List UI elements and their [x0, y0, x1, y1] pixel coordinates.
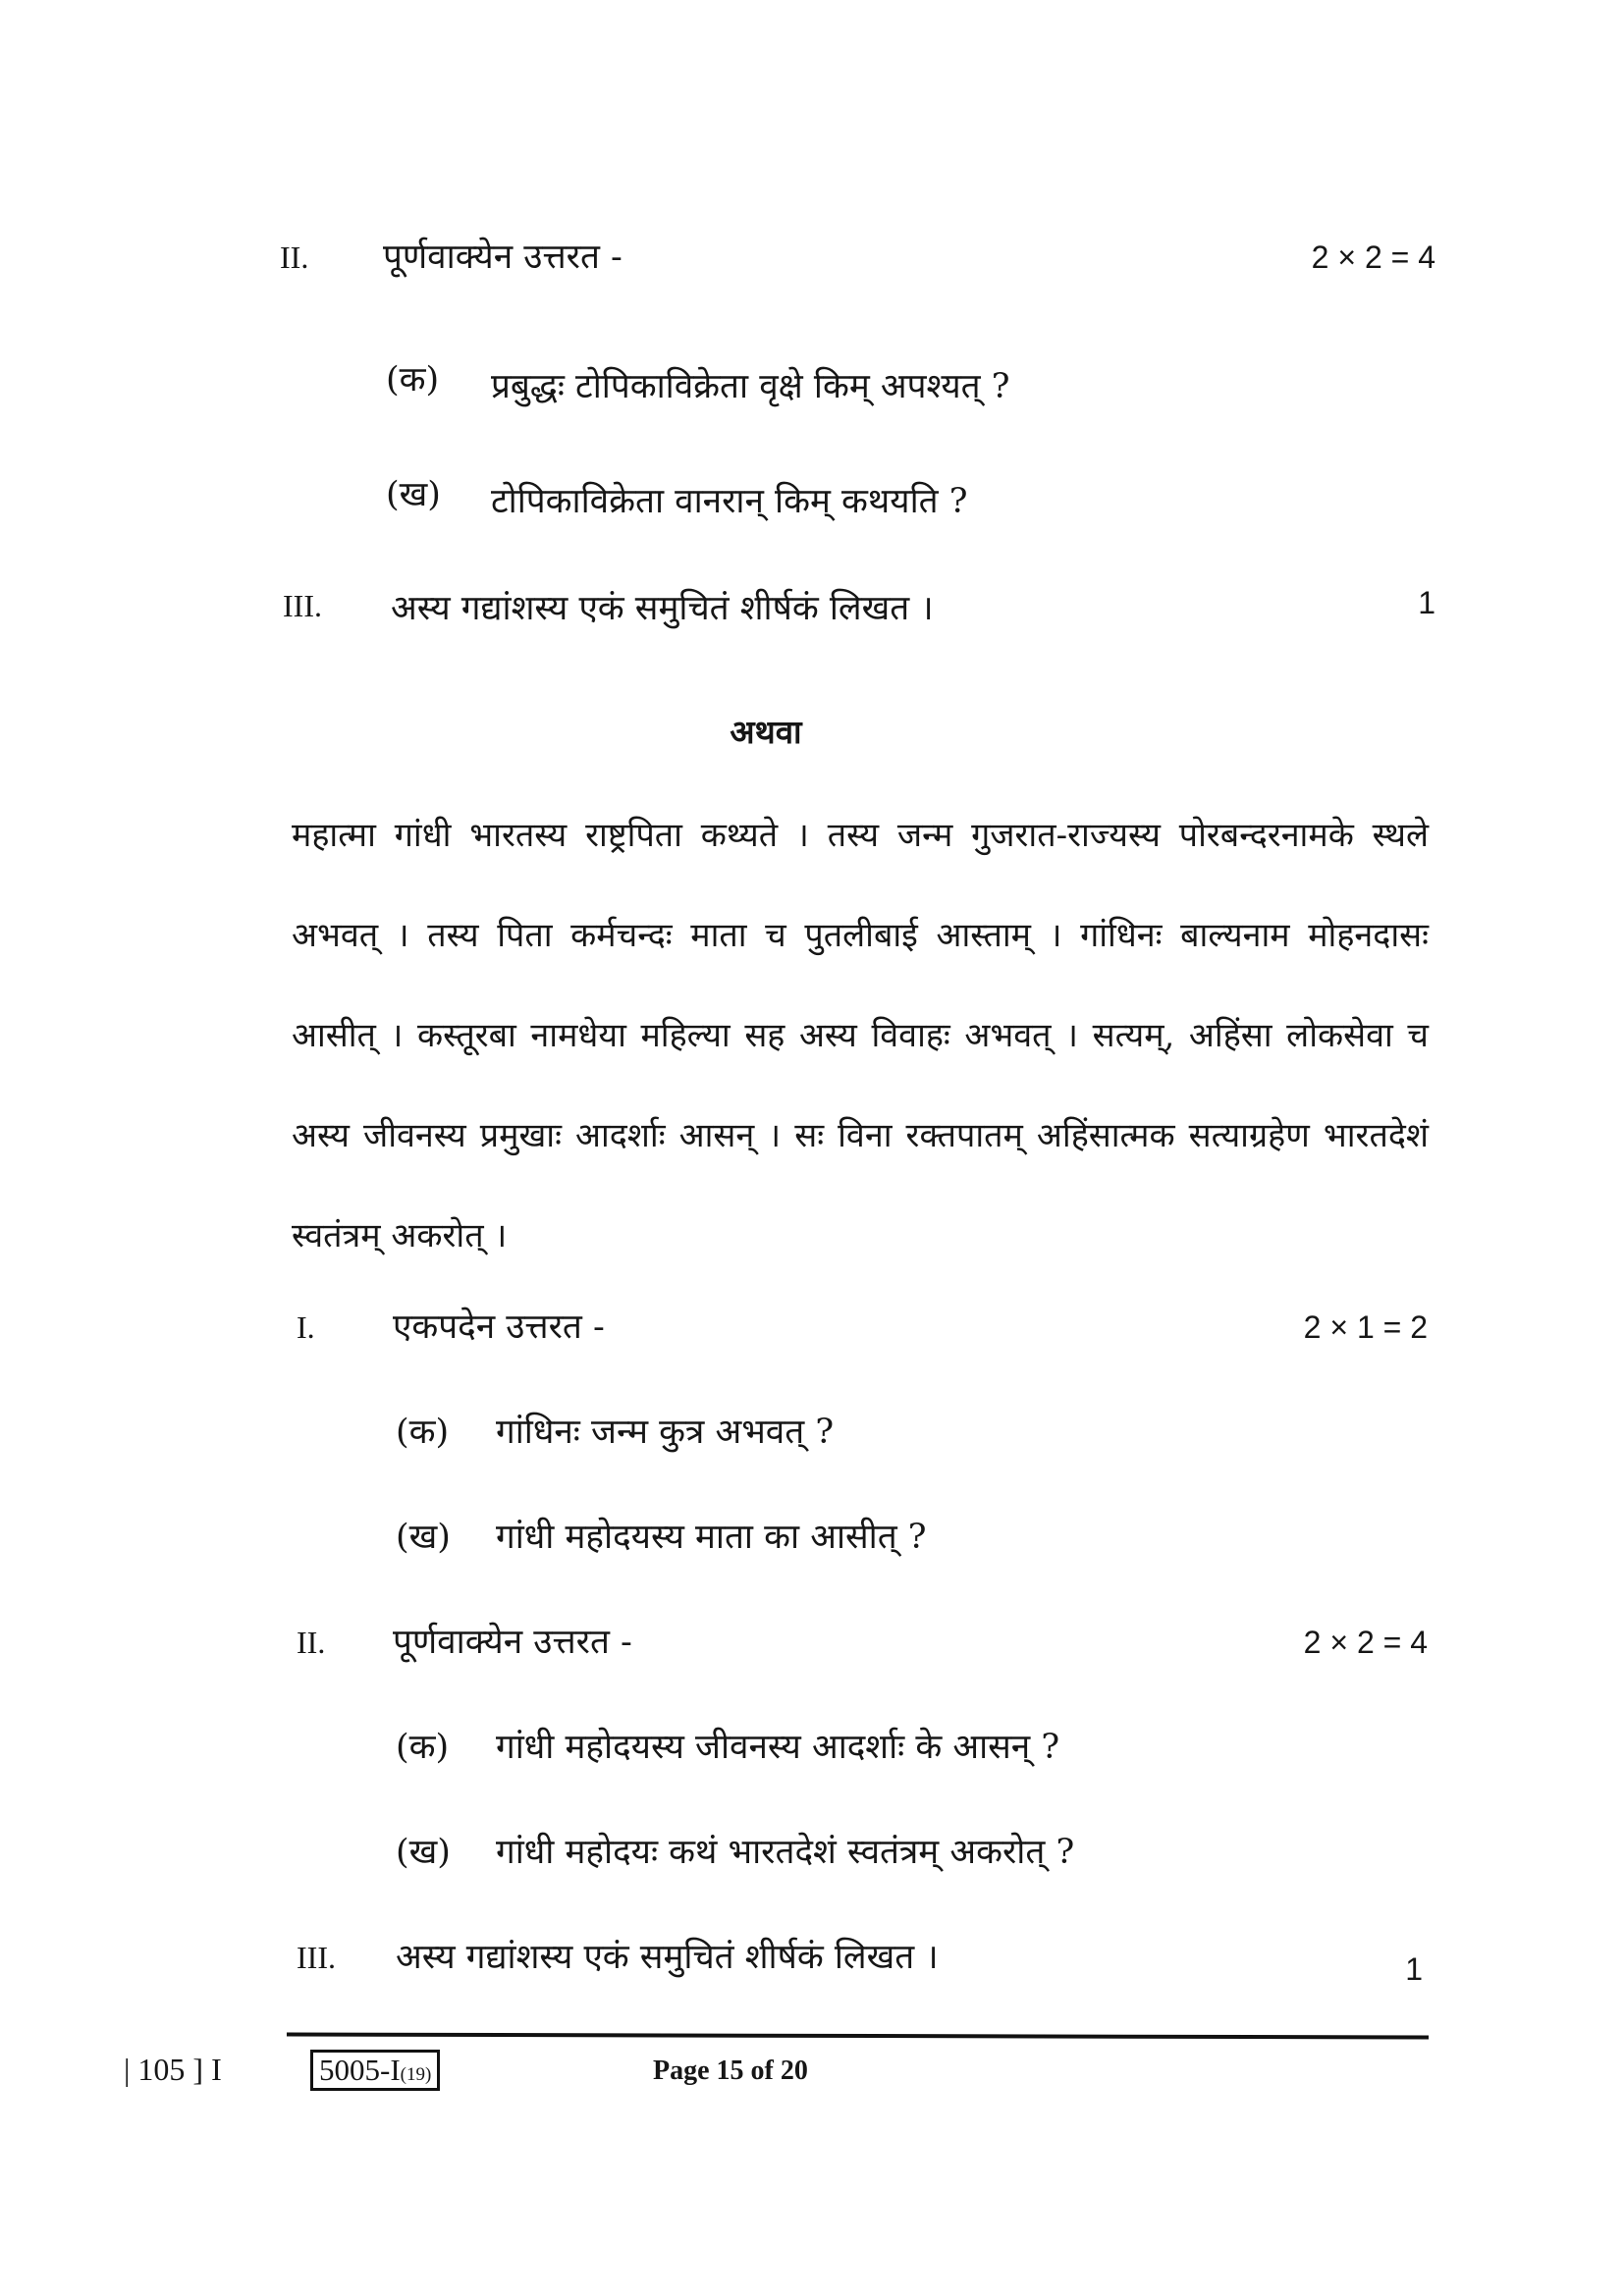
sub-question-row — [0, 1831, 1624, 1936]
question-number: III. — [283, 588, 322, 623]
passage: महात्मा गांधी भारतस्य राष्ट्रपिता कथ्यते । तस्य जन्म गुजरात-राज्यस्य पोरबन्दरनामके स्थले अभवत् । तस्य पिता कर्मचन्दः माता च पुतलीबाई आस्ताम् । गांधिनः बाल्यनाम मोहनदासः आसीत् । कस्तूरबा नामधेया महिल्या सह अस्य विवाहः अभवत् । सत्यम्, अहिंसा लोकसेवा च अस्य जीवनस्य प्रमुखाः आदर्शाः आसन् । सः विना रक्तपातम् अहिंसात्मक सत्याग्रहेण भारतदेशं स्वतंत्रम् अकरोत् । — [292, 816, 1429, 1255]
sub-question: प्रबुद्धः टोपिकाविक्रेता वृक्षे किम् अपश्यत् ? — [491, 367, 1010, 406]
paper-code: 5005-I — [319, 2053, 401, 2087]
sub-label: (ख) — [386, 475, 441, 514]
question-row — [0, 1306, 1624, 1411]
question-text: अस्य गद्यांशस्य एकं समुचितं शीर्षकं लिखत । — [391, 589, 934, 628]
question-text: पूर्णवाक्येन उत्तरत - — [383, 238, 623, 277]
question-number: I. — [297, 1309, 315, 1345]
sub-question-row — [0, 1516, 1624, 1621]
marks: 1 — [1405, 1951, 1423, 1987]
sub-label: (ख) — [396, 1833, 451, 1872]
sub-label: (ख) — [396, 1518, 451, 1557]
footer — [0, 2048, 1624, 2126]
sub-question: गांधी महोदयः कथं भारतदेशं स्वतंत्रम् अकरोत् ? — [496, 1833, 1075, 1872]
question-row — [0, 1936, 1624, 2034]
marks: 2 × 1 = 2 — [1303, 1309, 1428, 1345]
question-number: II. — [280, 240, 309, 275]
paper-code-box — [310, 2050, 440, 2091]
marks: 1 — [1418, 585, 1435, 620]
marks: 2 × 2 = 4 — [1303, 1625, 1428, 1660]
sub-question-row — [0, 1726, 1624, 1831]
sub-label: (क) — [386, 360, 440, 400]
paper-code-left: | 105 ] I — [124, 2052, 222, 2087]
passage-section — [0, 785, 1624, 2126]
sub-question: गांधी महोदयस्य जीवनस्य आदर्शाः के आसन् ? — [496, 1728, 1060, 1767]
sub-question-row — [0, 1411, 1624, 1516]
question-text: अस्य गद्यांशस्य एकं समुचितं शीर्षकं लिखत । — [396, 1938, 939, 1977]
page-number: Page 15 of 20 — [653, 2056, 808, 2086]
or-heading: अथवा — [730, 713, 802, 751]
paper-code-suffix: (19) — [400, 2064, 432, 2085]
question-row — [0, 1621, 1624, 1726]
sub-question: गांधी महोदयस्य माता का आसीत् ? — [496, 1518, 927, 1557]
question-text: पूर्णवाक्येन उत्तरत - — [393, 1623, 632, 1662]
sub-label: (क) — [396, 1413, 450, 1452]
sub-question: गांधिनः जन्म कुत्र अभवत् ? — [496, 1413, 835, 1452]
question-text: एकपदेन उत्तरत - — [393, 1308, 605, 1347]
question-number: II. — [297, 1625, 326, 1660]
sub-question: टोपिकाविक्रेता वानरान् किम् कथयति ? — [491, 482, 968, 521]
question-number: III. — [297, 1940, 336, 1975]
marks: 2 × 2 = 4 — [1311, 240, 1435, 275]
sub-label: (क) — [396, 1728, 450, 1767]
